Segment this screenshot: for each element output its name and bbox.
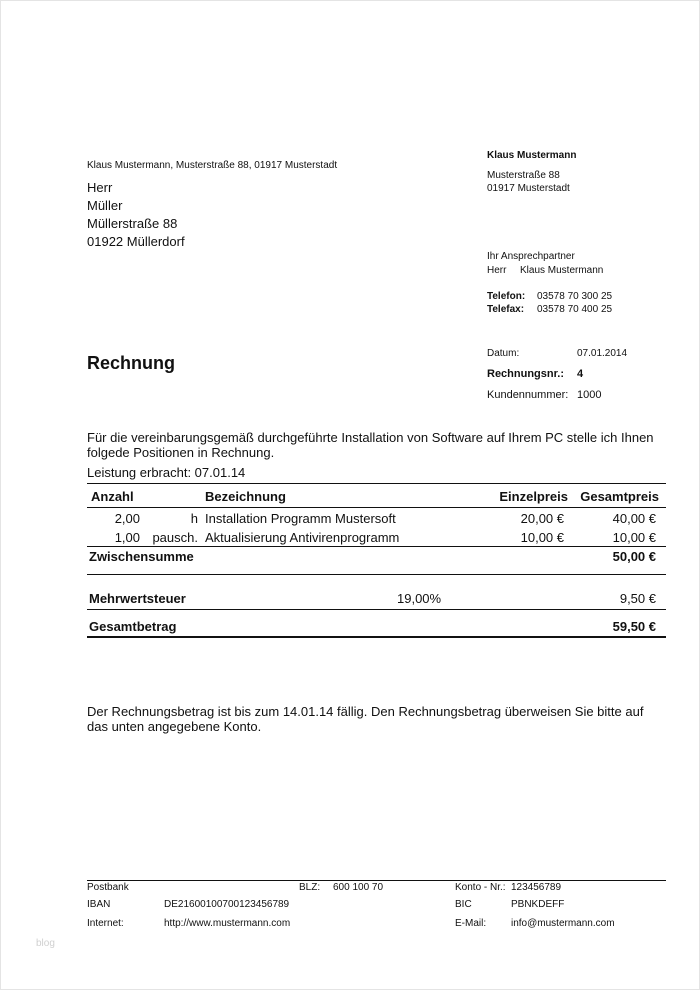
recipient-name: Müller	[87, 198, 123, 213]
footer-iban-value: DE21600100700123456789	[164, 899, 290, 910]
header-qty: Anzahl	[91, 489, 134, 504]
row-1-qty: 2,00	[114, 511, 140, 526]
invoice-title: Rechnung	[87, 353, 175, 373]
phone-label: Telefon:	[487, 291, 526, 302]
customer-number-label: Kundennummer:	[487, 389, 569, 401]
sender-street: Musterstraße 88	[487, 170, 560, 181]
phone-value: 03578 70 300 25	[537, 291, 613, 302]
rows-rule	[87, 546, 666, 547]
footer-rule	[87, 880, 666, 881]
contact-name: Klaus Mustermann	[520, 265, 604, 276]
date-label: Datum:	[487, 348, 520, 359]
header-total: Gesamtpreis	[580, 489, 659, 504]
sender-name: Klaus Mustermann	[487, 150, 577, 161]
row-1-total: 40,00 €	[612, 511, 656, 526]
header-description: Bezeichnung	[205, 489, 286, 504]
contact-label: Ihr Ansprechpartner	[487, 251, 575, 262]
footer-iban-label: IBAN	[87, 899, 111, 910]
footer-email-label: E-Mail:	[455, 918, 487, 929]
vat-rule	[87, 609, 666, 610]
recipient-city: 01922 Müllerdorf	[87, 234, 185, 249]
row-1-unit-price: 20,00 €	[520, 511, 564, 526]
grand-total-label: Gesamtbetrag	[89, 619, 177, 634]
footer-internet-label: Internet:	[87, 918, 124, 929]
footer-website-link[interactable]: http://www.mustermann.com	[164, 918, 291, 929]
row-2-qty: 1,00	[114, 530, 140, 545]
contact-salutation: Herr	[487, 265, 507, 276]
footer-blz-label: BLZ:	[299, 882, 321, 893]
recipient-salutation: Herr	[87, 180, 113, 195]
fax-value: 03578 70 400 25	[537, 304, 613, 315]
recipient-street: Müllerstraße 88	[87, 216, 178, 231]
vat-amount: 9,50 €	[619, 591, 656, 606]
row-1-description: Installation Programm Mustersoft	[205, 511, 396, 526]
grand-total-value: 59,50 €	[612, 619, 656, 634]
watermark-text: blog	[36, 938, 55, 949]
row-2-unit-type: pausch.	[152, 530, 198, 545]
payment-line-1: Der Rechnungsbetrag ist bis zum 14.01.14 fällig. Den Rechnungsbetrag überweisen Sie bitte auf	[87, 704, 644, 719]
grand-total-rule	[87, 636, 666, 638]
row-1-unit-type: h	[190, 511, 198, 526]
vat-rate: 19,00%	[397, 591, 442, 606]
sender-city: 01917 Musterstadt	[487, 183, 570, 194]
table-top-rule	[87, 483, 666, 484]
subtotal-rule	[87, 574, 666, 575]
footer-bank-name: Postbank	[87, 882, 129, 893]
footer-blz-value: 600 100 70	[333, 882, 384, 893]
vat-label: Mehrwertsteuer	[89, 591, 186, 606]
date-value: 07.01.2014	[577, 348, 628, 359]
customer-number-value: 1000	[577, 389, 602, 401]
row-2-total: 10,00 €	[612, 530, 656, 545]
row-2-description: Aktualisierung Antivirenprogramm	[205, 530, 400, 545]
service-date: Leistung erbracht: 07.01.14	[87, 465, 246, 480]
invoice-number-label: Rechnungsnr.:	[487, 368, 565, 380]
footer-bic-value: PBNKDEFF	[511, 899, 565, 910]
footer-account-label: Konto - Nr.:	[455, 882, 506, 893]
footer-account-value: 123456789	[511, 882, 562, 893]
header-rule	[87, 507, 666, 508]
subtotal-value: 50,00 €	[612, 549, 656, 564]
subtotal-label: Zwischensumme	[89, 549, 194, 564]
intro-line-2: folgede Positionen in Rechnung.	[87, 445, 275, 460]
footer-bic-label: BIC	[455, 899, 472, 910]
sender-return-line: Klaus Mustermann, Musterstraße 88, 01917 Musterstadt	[87, 160, 338, 171]
payment-line-2: das unten angegebene Konto.	[87, 719, 262, 734]
row-2-unit-price: 10,00 €	[520, 530, 564, 545]
intro-line-1: Für die vereinbarungsgemäß durchgeführte Installation von Software auf Ihrem PC stelle ich Ihnen	[87, 430, 654, 445]
footer-email-link[interactable]: info@mustermann.com	[511, 918, 615, 929]
fax-label: Telefax:	[487, 304, 525, 315]
header-unit-price: Einzelpreis	[499, 489, 568, 504]
invoice-number-value: 4	[577, 368, 584, 380]
